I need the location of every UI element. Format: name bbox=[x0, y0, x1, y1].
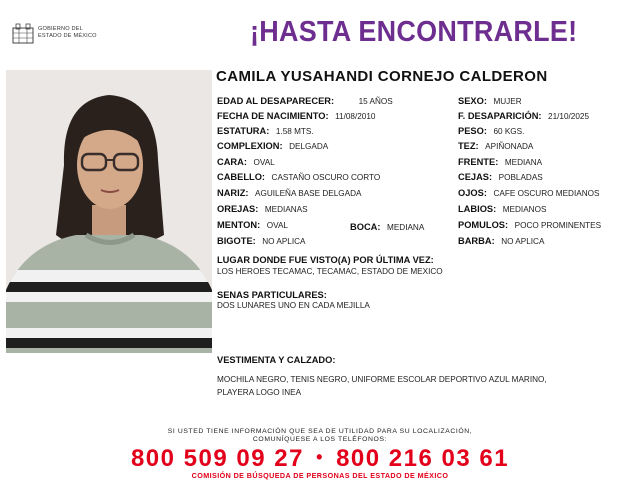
field-value: 15 AÑOS bbox=[358, 97, 393, 106]
field-estatura bbox=[217, 126, 314, 137]
field-value: CASTAÑO OSCURO CORTO bbox=[271, 173, 381, 182]
field-label: LABIOS: bbox=[458, 204, 497, 214]
person-name: CAMILA YUSAHANDI CORNEJO CALDERON bbox=[216, 68, 548, 85]
field-pomulos bbox=[458, 220, 601, 231]
field-cabello bbox=[217, 172, 380, 183]
field-nariz bbox=[217, 188, 362, 199]
phone-numbers bbox=[0, 445, 640, 473]
field-label: OJOS: bbox=[458, 188, 487, 198]
field-label: SEXO: bbox=[458, 96, 487, 106]
field-boca bbox=[350, 222, 424, 233]
field-complexion bbox=[217, 141, 328, 152]
field-value: MUJER bbox=[493, 97, 522, 106]
field-value: 60 KGS. bbox=[493, 127, 525, 136]
field-value: MEDIANAS bbox=[264, 205, 308, 214]
field-value: 1.58 MTS. bbox=[275, 127, 314, 136]
field-label: CARA: bbox=[217, 157, 247, 167]
field-value: OVAL bbox=[266, 221, 288, 230]
field-value: CAFE OSCURO MEDIANOS bbox=[493, 189, 600, 198]
field-label: CABELLO: bbox=[217, 172, 266, 182]
field-label: MENTON: bbox=[217, 220, 261, 230]
state-seal-icon bbox=[12, 22, 34, 44]
field-label: ESTATURA: bbox=[217, 126, 270, 136]
field-ojos bbox=[458, 188, 599, 199]
field-label: TEZ: bbox=[458, 141, 479, 151]
government-line-1: GOBIERNO DEL bbox=[38, 26, 83, 32]
phone-separator: • bbox=[316, 447, 324, 467]
field-menton bbox=[217, 220, 288, 231]
commission-name: COMISIÓN DE BÚSQUEDA DE PERSONAS DEL ESTADO DE MÉXICO bbox=[191, 471, 449, 480]
last-seen-value: LOS HEROES TECAMAC, TECAMAC, ESTADO DE MEXICO bbox=[217, 267, 443, 276]
field-label: FECHA DE NACIMIENTO: bbox=[217, 111, 329, 121]
contact-note-line-2: COMUNÍQUESE A LOS TELÉFONOS: bbox=[252, 436, 388, 443]
field-peso bbox=[458, 126, 524, 137]
field-value: MEDIANOS bbox=[502, 205, 547, 214]
government-logo bbox=[12, 22, 122, 46]
marks-label: SENAS PARTICULARES: bbox=[217, 290, 327, 300]
field-cejas bbox=[458, 172, 543, 183]
field-barba bbox=[458, 236, 544, 247]
field-bigote bbox=[217, 236, 306, 247]
field-value: 21/10/2025 bbox=[548, 112, 590, 121]
field-label: EDAD AL DESAPARECER: bbox=[217, 96, 335, 106]
field-value: AGUILEÑA BASE DELGADA bbox=[255, 189, 362, 198]
field-label: NARIZ: bbox=[217, 188, 249, 198]
government-name bbox=[38, 26, 97, 40]
field-label: COMPLEXION: bbox=[217, 141, 283, 151]
field-label: OREJAS: bbox=[217, 204, 259, 214]
field-value: APIÑONADA bbox=[485, 142, 534, 151]
contact-note-line-1: SI USTED TIENE INFORMACIÓN QUE SEA DE UTILIDAD PARA SU LOCALIZACIÓN, bbox=[167, 428, 473, 435]
field-tez bbox=[458, 141, 533, 152]
government-line-2: ESTADO DE MÉXICO bbox=[38, 33, 97, 39]
field-value: DELGADA bbox=[289, 142, 329, 151]
field-value: 11/08/2010 bbox=[335, 112, 376, 121]
last-seen-label: LUGAR DONDE FUE VISTO(A) POR ÚLTIMA VEZ: bbox=[217, 255, 434, 265]
field-label: POMULOS: bbox=[458, 220, 509, 230]
field-nacimiento bbox=[217, 111, 375, 122]
field-label: CEJAS: bbox=[458, 172, 493, 182]
field-cara bbox=[217, 157, 275, 168]
field-labios bbox=[458, 204, 546, 215]
clothing-line-2: PLAYERA LOGO INEA bbox=[217, 388, 302, 397]
marks-value: DOS LUNARES UNO EN CADA MEJILLA bbox=[217, 301, 370, 310]
clothing-line-1: MOCHILA NEGRO, TENIS NEGRO, UNIFORME ESCOLAR DEPORTIVO AZUL MARINO, bbox=[217, 375, 547, 384]
field-value: NO APLICA bbox=[262, 237, 306, 246]
field-label: BOCA: bbox=[350, 222, 381, 232]
person-photo bbox=[6, 70, 212, 353]
field-label: FRENTE: bbox=[458, 157, 499, 167]
field-edad bbox=[217, 96, 393, 107]
field-frente bbox=[458, 157, 542, 168]
field-value: POBLADAS bbox=[498, 173, 543, 182]
banner-title: ¡HASTA ENCONTRARLE! bbox=[250, 16, 578, 48]
field-value: MEDIANA bbox=[387, 223, 425, 232]
field-orejas bbox=[217, 204, 308, 215]
phone-number-2[interactable]: 800 216 03 61 bbox=[336, 445, 510, 472]
field-value: OVAL bbox=[253, 158, 275, 167]
field-label: BIGOTE: bbox=[217, 236, 256, 246]
field-value: POCO PROMINENTES bbox=[514, 221, 602, 230]
field-sexo bbox=[458, 96, 522, 107]
field-value: MEDIANA bbox=[504, 158, 543, 167]
field-desaparicion bbox=[458, 111, 589, 122]
phone-number-1[interactable]: 800 509 09 27 bbox=[130, 445, 304, 472]
field-label: BARBA: bbox=[458, 236, 495, 246]
field-value: NO APLICA bbox=[501, 237, 545, 246]
field-label: PESO: bbox=[458, 126, 487, 136]
clothing-label: VESTIMENTA Y CALZADO: bbox=[217, 355, 336, 365]
field-label: F. DESAPARICIÓN: bbox=[458, 111, 542, 121]
